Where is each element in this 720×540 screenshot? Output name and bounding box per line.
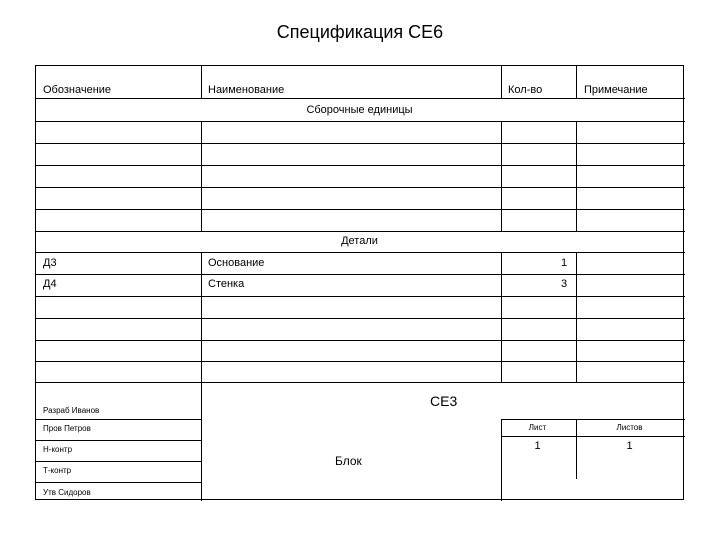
col-line	[201, 66, 202, 98]
stamp-line	[36, 482, 201, 483]
row-line	[36, 252, 685, 253]
stamp-item-name: Блок	[335, 454, 362, 468]
stamp-n-control: Н-контр	[43, 445, 73, 454]
row-line	[36, 382, 685, 383]
stamp-t-control: Т-контр	[43, 466, 72, 475]
header-note: Примечание	[584, 84, 648, 96]
detail-quantity: 3	[561, 278, 568, 290]
row-line	[36, 361, 685, 362]
row-line	[36, 296, 685, 297]
col-line	[576, 66, 577, 98]
row-line	[36, 274, 685, 275]
detail-designation: Д3	[43, 257, 57, 269]
row-line	[36, 340, 685, 341]
stamp-col-line	[201, 382, 202, 501]
stamp-sheets-label: Листов	[616, 423, 643, 432]
row-line	[36, 209, 685, 210]
row-line	[36, 121, 685, 122]
stamp-line	[501, 436, 685, 437]
detail-name: Основание	[208, 257, 265, 269]
col-line	[201, 121, 202, 231]
row-line	[36, 98, 685, 99]
stamp-line	[36, 461, 201, 462]
section-details: Детали	[341, 235, 378, 247]
header-quantity: Кол-во	[508, 84, 543, 96]
stamp-approved: Утв Сидоров	[43, 488, 91, 497]
section-assemblies: Сборочные единицы	[306, 104, 413, 116]
header-name: Наименование	[208, 84, 285, 96]
detail-designation: Д4	[43, 278, 57, 290]
detail-name: Стенка	[208, 278, 245, 290]
stamp-sheets-value: 1	[626, 440, 633, 452]
stamp-line	[36, 440, 201, 441]
row-line	[36, 231, 685, 232]
row-line	[36, 165, 685, 166]
header-designation: Обозначение	[43, 84, 112, 96]
col-line	[576, 121, 577, 231]
stamp-checked: Пров Петров	[43, 424, 91, 433]
page-title: Спецификация СЕ6	[276, 22, 444, 42]
stamp-line	[501, 419, 685, 420]
col-line	[201, 252, 202, 382]
row-line	[36, 187, 685, 188]
col-line	[576, 252, 577, 382]
row-line	[36, 143, 685, 144]
col-line	[501, 252, 502, 382]
detail-quantity: 1	[561, 257, 568, 269]
col-line	[501, 121, 502, 231]
row-line	[36, 318, 685, 319]
specification-sheet	[35, 65, 684, 500]
stamp-code: СЕ3	[430, 393, 458, 409]
stamp-sheet-label: Лист	[528, 423, 547, 432]
stamp-sheet-value: 1	[534, 440, 541, 452]
stamp-line	[36, 419, 201, 420]
stamp-developed: Разраб Иванов	[43, 406, 100, 415]
col-line	[501, 66, 502, 98]
